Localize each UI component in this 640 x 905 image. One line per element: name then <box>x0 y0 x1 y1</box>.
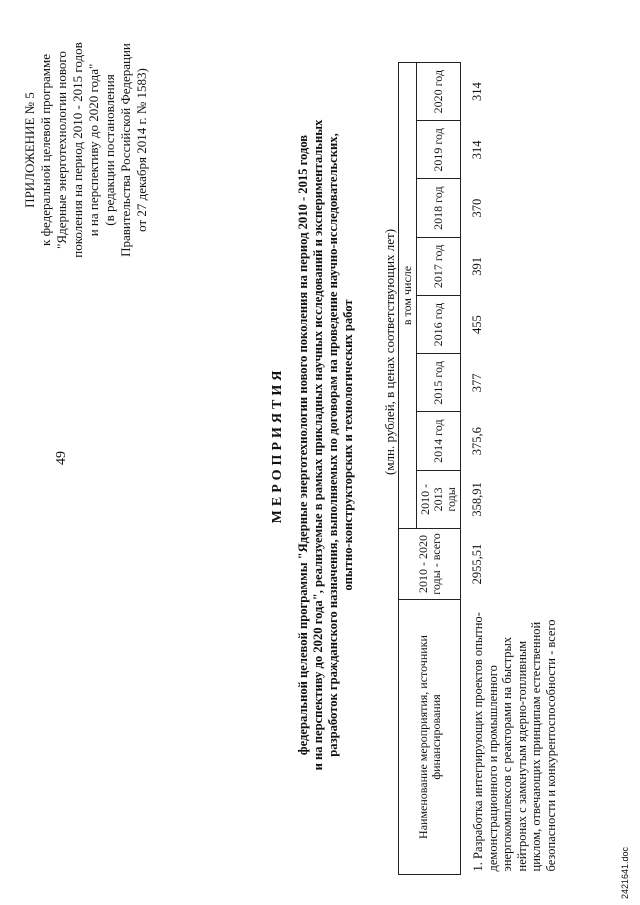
row-value: 375,6 <box>470 427 484 456</box>
appendix-line: (в редакции постановления <box>102 74 117 226</box>
row-value: 314 <box>470 82 484 101</box>
appendix-line: "Ядерные энерготехнологии нового <box>54 51 69 249</box>
document-id: 2421641.doc <box>620 846 630 899</box>
appendix-line: к федеральной целевой программе <box>38 54 53 246</box>
appendix-line: поколения на период 2010 - 2015 годов <box>70 42 85 258</box>
row-value: 314 <box>470 140 484 160</box>
appendix-line: ПРИЛОЖЕНИЕ № 5 <box>22 92 37 208</box>
appendix-line: от 27 декабря 2014 г. № 1583) <box>134 68 149 232</box>
subheading-line: разработок гражданского назначения, выполняемых по договорам на проведение научно-исследовательских, <box>326 133 340 757</box>
appendix-block <box>22 5 150 295</box>
header-name: Наименование мероприятия, источники финансирования <box>399 600 461 875</box>
row-value: 358,91 <box>470 482 484 517</box>
header-total: 2010 - 2020 годы - всего <box>399 529 461 600</box>
subheading-line: и на перспективу до 2020 года", реализуемые в рамках прикладных научных исследований и экспериментальных <box>311 119 325 771</box>
header-period: 2017 год <box>417 237 461 295</box>
header-period: 2019 год <box>417 121 461 179</box>
funding-table <box>398 62 560 875</box>
row-name: 1. Разработка интегрирующих проектов опытно-демонстрационного и промышленного энергокомплексов с реакторами на быстрых нейтронах с замкнутым ядерно-топливным циклом, отвечающих принципам естественной безопасности и конкурентоспособности - всего <box>471 612 558 872</box>
document-heading: МЕРОПРИЯТИЯ <box>270 366 285 524</box>
header-period: 2010 - 2013 годы <box>417 470 461 528</box>
header-period: 2015 год <box>417 354 461 412</box>
row-value: 391 <box>470 257 484 276</box>
row-value: 370 <box>470 198 484 218</box>
title-block <box>270 25 356 865</box>
row-total: 2955,51 <box>470 543 484 585</box>
document-subheading <box>296 25 356 865</box>
table-header-row <box>399 63 417 875</box>
subheading-line: опытно-конструкторских и технологических работ <box>341 299 355 591</box>
row-value: 377 <box>470 373 484 393</box>
header-period: 2020 год <box>417 63 461 121</box>
appendix-line: Правительства Российской Федерации <box>118 43 133 257</box>
units-note: (млн. рублей, в ценах соответствующих лет) <box>382 228 397 475</box>
row-value: 455 <box>470 315 484 334</box>
header-period: 2018 год <box>417 179 461 237</box>
header-period: 2014 год <box>417 412 461 470</box>
header-period: 2016 год <box>417 296 461 354</box>
table-row <box>461 63 561 875</box>
subheading-line: федеральной целевой программы "Ядерные энерготехнологии нового поколения на период 2010 - 2015 годов <box>296 134 310 756</box>
header-including: в том числе <box>399 63 417 529</box>
appendix-line: и на перспективу до 2020 года" <box>86 63 101 237</box>
page-number: 49 <box>54 451 69 465</box>
